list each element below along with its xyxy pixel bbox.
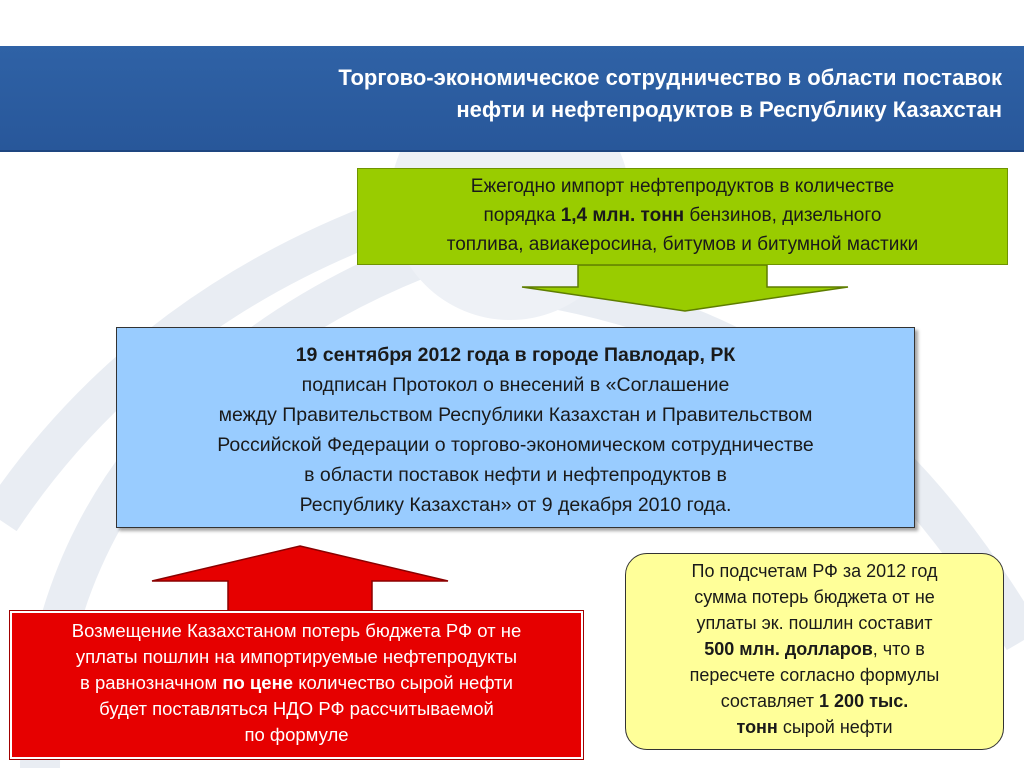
compensation-box (10, 611, 583, 759)
import-box (357, 168, 1008, 265)
losses-line-2: сумма потерь бюджета от не (694, 587, 935, 607)
compensation-line-5: по формуле (244, 724, 349, 745)
up-arrow-icon (150, 545, 450, 613)
import-line-1: Ежегодно импорт нефтепродуктов в количестве (470, 176, 895, 197)
protocol-line-1: подписан Протокол о внесений в «Соглашение (301, 374, 730, 396)
protocol-line-2: между Правительством Республики Казахстан и Правительством (218, 404, 813, 426)
page-title (102, 62, 1002, 126)
protocol-line-4: в области поставок нефти и нефтепродуктов в (304, 464, 727, 486)
protocol-heading: 19 сентября 2012 года в городе Павлодар, РК (295, 344, 736, 366)
header-banner (0, 46, 1024, 152)
down-arrow-icon (520, 265, 850, 313)
losses-line-7: тонн сырой нефти (736, 717, 893, 737)
protocol-line-3: Российской Федерации о торгово-экономическом сотрудничестве (217, 434, 814, 456)
title-line-1: Торгово-экономическое сотрудничество в области поставок (338, 65, 1002, 90)
import-line-2: порядка 1,4 млн. тонн бензинов, дизельного (483, 205, 882, 226)
import-line-3: топлива, авиакеросина, битумов и битумной мастики (446, 234, 919, 255)
import-volume: 1,4 млн. тонн (560, 205, 685, 226)
losses-amount: 500 млн. долларов (704, 639, 873, 659)
losses-line-5: пересчете согласно формулы (689, 665, 940, 685)
losses-line-4: 500 млн. долларов, что в (704, 639, 925, 659)
compensation-line-1: Возмещение Казахстаном потерь бюджета РФ от не (71, 620, 522, 641)
losses-line-3: уплаты эк. пошлин составит (696, 613, 933, 633)
protocol-line-5: Республику Казахстан» от 9 декабря 2010 года. (299, 494, 732, 516)
compensation-line-2: уплаты пошлин на импортируемые нефтепродукты (75, 646, 518, 667)
losses-box (625, 553, 1004, 750)
protocol-box (116, 327, 915, 528)
losses-line-6: составляет 1 200 тыс. (720, 691, 909, 711)
compensation-line-4: будет поставляться НДО РФ рассчитываемой (99, 698, 494, 719)
losses-volume: 1 200 тыс. (819, 691, 909, 711)
losses-line-1: По подсчетам РФ за 2012 год (691, 561, 938, 581)
title-line-2: нефти и нефтепродуктов в Республику Казахстан (456, 97, 1002, 122)
compensation-line-3: в равнозначном по цене количество сырой нефти (80, 672, 513, 693)
compensation-by-price: по цене (222, 672, 294, 693)
